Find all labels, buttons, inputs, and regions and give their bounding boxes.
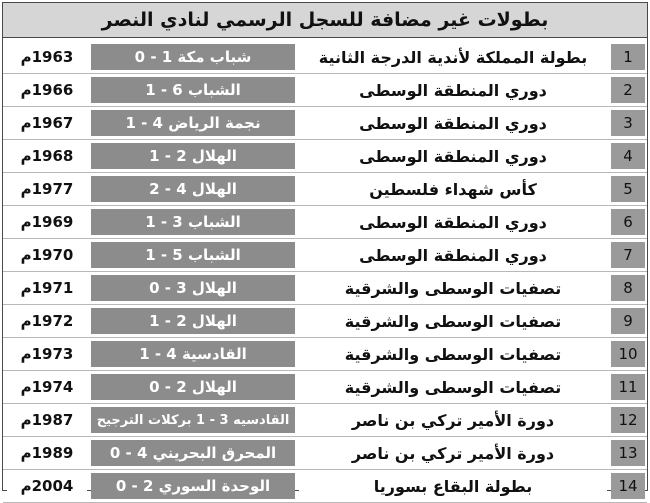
championship-year: 1963م: [7, 44, 87, 70]
final-score: الهلال 2 - 1: [91, 143, 295, 169]
final-score: القادسية 4 - 1: [91, 341, 295, 367]
championship-year: 1969م: [7, 209, 87, 235]
championship-year: 1989م: [7, 440, 87, 466]
table-row: [3, 305, 647, 338]
final-score: الهلال 2 - 1: [91, 308, 295, 334]
final-score: نجمة الرياض 4 - 1: [91, 110, 295, 136]
championship-name: دوري المنطقة الوسطى: [299, 242, 607, 268]
row-number: 9: [611, 308, 645, 334]
championship-name: بطولة المملكة لأندية الدرجة الثانية: [299, 44, 607, 70]
championship-year: 1987م: [7, 407, 87, 433]
table-title: بطولات غير مضافة للسجل الرسمي لنادي النصر: [3, 3, 647, 38]
final-score: الوحدة السوري 2 - 0: [91, 473, 295, 499]
table-row: [3, 107, 647, 140]
final-score: شباب مكة 1 - 0: [91, 44, 295, 70]
row-number: 4: [611, 143, 645, 169]
championship-name: دوري المنطقة الوسطى: [299, 143, 607, 169]
table-row: [3, 470, 647, 503]
row-number: 10: [611, 341, 645, 367]
table-row: [3, 206, 647, 239]
table-row: [3, 437, 647, 470]
table-row: [3, 239, 647, 272]
row-number: 5: [611, 176, 645, 202]
championship-name: تصفيات الوسطى والشرقية: [299, 275, 607, 301]
final-score: الهلال 2 - 0: [91, 374, 295, 400]
championship-year: 1968م: [7, 143, 87, 169]
championship-name: دورة الأمير تركي بن ناصر: [299, 407, 607, 433]
row-number: 13: [611, 440, 645, 466]
championship-year: 1974م: [7, 374, 87, 400]
row-number: 14: [611, 473, 645, 499]
table-row: [3, 371, 647, 404]
row-number: 1: [611, 44, 645, 70]
championship-name: دوري المنطقة الوسطى: [299, 209, 607, 235]
championship-name: تصفيات الوسطى والشرقية: [299, 341, 607, 367]
championship-name: تصفيات الوسطى والشرقية: [299, 308, 607, 334]
row-number: 6: [611, 209, 645, 235]
championship-year: 2004م: [7, 473, 87, 499]
championship-name: تصفيات الوسطى والشرقية: [299, 374, 607, 400]
row-number: 8: [611, 275, 645, 301]
table-row: [3, 404, 647, 437]
championship-name: دورة الأمير تركي بن ناصر: [299, 440, 607, 466]
final-score: المحرق البحريني 4 - 0: [91, 440, 295, 466]
championship-name: بطولة البقاع بسوريا: [299, 473, 607, 499]
championship-year: 1970م: [7, 242, 87, 268]
table-row: [3, 272, 647, 305]
championship-year: 1973م: [7, 341, 87, 367]
table-row: [3, 338, 647, 371]
final-score: القادسيه 3 - 1 بركلات الترجيح: [91, 407, 295, 433]
championship-year: 1971م: [7, 275, 87, 301]
table-row: [3, 41, 647, 74]
final-score: الهلال 3 - 0: [91, 275, 295, 301]
row-number: 2: [611, 77, 645, 103]
championship-name: دوري المنطقة الوسطى: [299, 77, 607, 103]
final-score: الشباب 6 - 1: [91, 77, 295, 103]
row-number: 12: [611, 407, 645, 433]
table-row: [3, 74, 647, 107]
final-score: الشباب 5 - 1: [91, 242, 295, 268]
championship-year: 1972م: [7, 308, 87, 334]
championship-name: دوري المنطقة الوسطى: [299, 110, 607, 136]
table-body: [3, 41, 647, 503]
table-row: [3, 173, 647, 206]
final-score: الهلال 4 - 2: [91, 176, 295, 202]
final-score: الشباب 3 - 1: [91, 209, 295, 235]
championship-name: كأس شهداء فلسطين: [299, 176, 607, 202]
championship-year: 1966م: [7, 77, 87, 103]
row-number: 7: [611, 242, 645, 268]
championship-year: 1977م: [7, 176, 87, 202]
table-row: [3, 140, 647, 173]
championship-year: 1967م: [7, 110, 87, 136]
row-number: 11: [611, 374, 645, 400]
championships-table: [2, 2, 648, 496]
row-number: 3: [611, 110, 645, 136]
